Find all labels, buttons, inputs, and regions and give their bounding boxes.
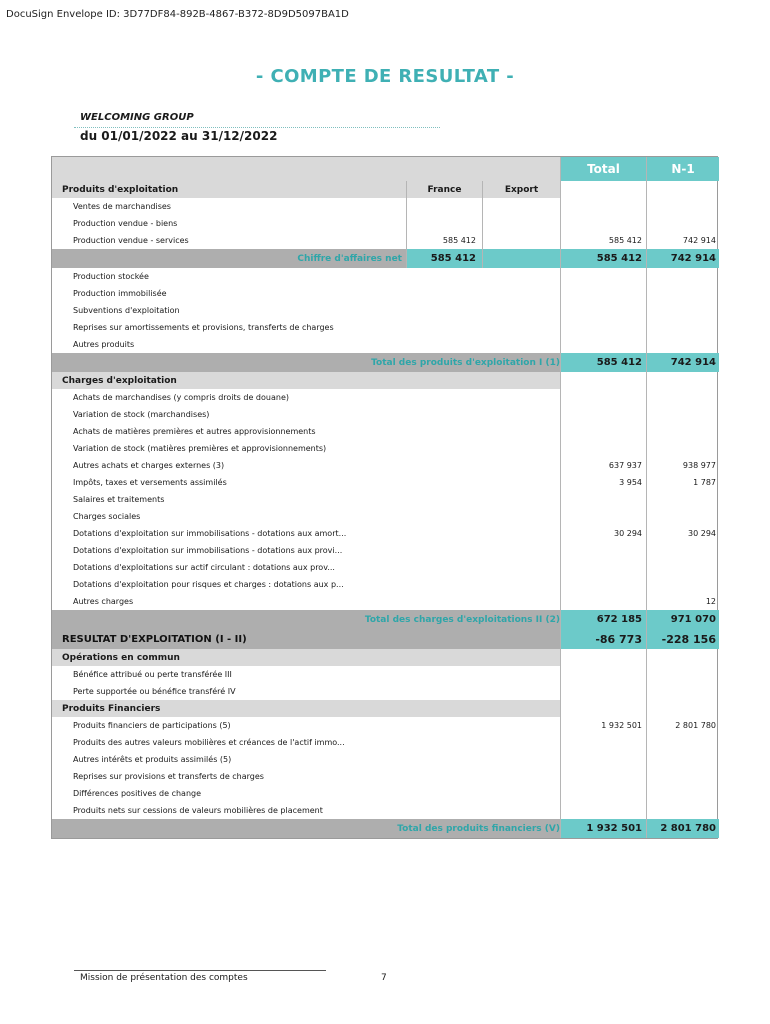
table-row <box>52 751 717 768</box>
table-row <box>52 683 717 700</box>
total-value: 637 937 <box>560 457 646 474</box>
total-value <box>560 302 646 319</box>
total-value <box>560 268 646 285</box>
total-value <box>560 285 646 302</box>
n1-value <box>646 389 719 406</box>
footer-text: Mission de présentation des comptes <box>80 973 248 983</box>
section-label: Produits d'exploitation <box>52 181 406 198</box>
table-row <box>52 508 717 525</box>
n1-value <box>646 440 719 457</box>
n1-value <box>646 734 719 751</box>
total-value: 585 412 <box>560 232 646 249</box>
section-label: Charges d'exploitation <box>52 372 560 389</box>
table-row <box>52 319 717 336</box>
n1-value: -228 156 <box>646 629 719 649</box>
row-label: Achats de matières premières et autres approvisionnements <box>73 427 316 436</box>
total-value: 1 932 501 <box>560 819 646 838</box>
table-row <box>52 232 717 249</box>
n1-value: 1 787 <box>646 474 719 491</box>
n1-value <box>646 785 719 802</box>
company-name: WELCOMING GROUP <box>80 112 194 123</box>
n1-value <box>646 215 719 232</box>
section-produits-exploitation <box>52 181 717 198</box>
total-value <box>560 785 646 802</box>
header-blank <box>52 157 560 181</box>
n1-value <box>646 802 719 819</box>
period: du 01/01/2022 au 31/12/2022 <box>80 129 278 143</box>
total-value <box>560 491 646 508</box>
table-row <box>52 559 717 576</box>
total-value: 30 294 <box>560 525 646 542</box>
row-label: Dotations d'exploitation pour risques et charges : dotations aux p... <box>73 580 344 589</box>
total-value: 585 412 <box>560 249 646 268</box>
title-divider <box>74 127 440 128</box>
n1-value <box>646 576 719 593</box>
row-label: Bénéfice attribué ou perte transférée III <box>73 670 232 679</box>
income-statement-table <box>51 156 718 839</box>
table-row <box>52 525 717 542</box>
n1-value: 742 914 <box>646 232 719 249</box>
n1-value: 2 801 780 <box>646 819 719 838</box>
table-row <box>52 457 717 474</box>
chiffre-affaires-row <box>52 249 717 268</box>
total-produits-financiers-row <box>52 819 717 838</box>
col-total-header: Total <box>560 157 646 181</box>
table-row <box>52 215 717 232</box>
row-label: Reprises sur provisions et transferts de charges <box>73 772 264 781</box>
envelope-id: DocuSign Envelope ID: 3D77DF84-892B-4867-B372-8D9D5097BA1D <box>6 9 349 20</box>
table-row <box>52 336 717 353</box>
france-value: 585 412 <box>406 249 482 268</box>
resultat-exploitation-row <box>52 629 717 649</box>
row-label: Production stockée <box>73 272 149 281</box>
row-label: Différences positives de change <box>73 789 202 798</box>
section-label: Produits Financiers <box>52 700 560 717</box>
row-label: Total des charges d'exploitations II (2) <box>52 610 560 629</box>
total-value <box>560 423 646 440</box>
n1-value <box>646 268 719 285</box>
table-row <box>52 491 717 508</box>
row-label: Achats de marchandises (y compris droits de douane) <box>73 393 289 402</box>
n1-value: 971 070 <box>646 610 719 629</box>
total-value <box>560 768 646 785</box>
row-label: Variation de stock (marchandises) <box>73 410 210 419</box>
table-row <box>52 198 717 215</box>
total-value <box>560 336 646 353</box>
n1-value <box>646 319 719 336</box>
total-value <box>560 751 646 768</box>
row-label: Impôts, taxes et versements assimilés <box>73 478 227 487</box>
n1-value <box>646 491 719 508</box>
n1-value <box>646 751 719 768</box>
total-value: 672 185 <box>560 610 646 629</box>
row-label: Autres charges <box>73 597 134 606</box>
n1-value <box>646 336 719 353</box>
n1-value <box>646 423 719 440</box>
row-label: Produits nets sur cessions de valeurs mobilières de placement <box>73 806 323 815</box>
row-label: Total des produits d'exploitation I (1) <box>52 353 560 372</box>
n1-value <box>646 542 719 559</box>
section-charges-exploitation <box>52 372 717 389</box>
n1-value: 938 977 <box>646 457 719 474</box>
table-row <box>52 440 717 457</box>
row-label: RESULTAT D'EXPLOITATION (I - II) <box>52 629 560 649</box>
col-n1-header: N-1 <box>646 157 719 181</box>
n1-value <box>646 666 719 683</box>
row-label: Variation de stock (matières premières et approvisionnements) <box>73 444 327 453</box>
total-value: 585 412 <box>560 353 646 372</box>
n1-value: 12 <box>646 593 719 610</box>
n1-value <box>646 406 719 423</box>
section-operations-commun <box>52 649 717 666</box>
n1-value <box>646 302 719 319</box>
col-france-header: France <box>406 181 482 198</box>
total-value <box>560 683 646 700</box>
section-produits-financiers <box>52 700 717 717</box>
total-value <box>560 666 646 683</box>
row-label: Dotations d'exploitations sur actif circulant : dotations aux prov... <box>73 563 335 572</box>
total-value <box>560 215 646 232</box>
n1-value: 742 914 <box>646 249 719 268</box>
row-label: Total des produits financiers (V) <box>52 819 560 838</box>
row-label: Production vendue - services <box>73 236 189 245</box>
table-row <box>52 389 717 406</box>
n1-value: 30 294 <box>646 525 719 542</box>
total-value <box>560 559 646 576</box>
table-row <box>52 593 717 610</box>
row-label: Ventes de marchandises <box>73 202 171 211</box>
n1-value: 742 914 <box>646 353 719 372</box>
n1-value <box>646 683 719 700</box>
total-value <box>560 734 646 751</box>
n1-value <box>646 768 719 785</box>
total-value <box>560 593 646 610</box>
n1-value <box>646 285 719 302</box>
row-label: Charges sociales <box>73 512 141 521</box>
table-row <box>52 474 717 491</box>
page-title: - COMPTE DE RESULTAT - <box>255 66 515 87</box>
table-row <box>52 576 717 593</box>
page-number: 7 <box>381 973 387 983</box>
total-produits-exploitation-row <box>52 353 717 372</box>
n1-value: 2 801 780 <box>646 717 719 734</box>
table-row <box>52 666 717 683</box>
row-label: Production immobilisée <box>73 289 167 298</box>
row-label: Perte supportée ou bénéfice transféré IV <box>73 687 236 696</box>
table-row <box>52 285 717 302</box>
total-value <box>560 542 646 559</box>
table-row <box>52 406 717 423</box>
row-label: Reprises sur amortissements et provisions, transferts de charges <box>73 323 334 332</box>
table-row <box>52 785 717 802</box>
row-label: Salaires et traitements <box>73 495 165 504</box>
row-label: Autres achats et charges externes (3) <box>73 461 225 470</box>
total-value: 1 932 501 <box>560 717 646 734</box>
total-value <box>560 389 646 406</box>
total-value: 3 954 <box>560 474 646 491</box>
footer-divider <box>74 970 326 971</box>
section-label: Opérations en commun <box>52 649 560 666</box>
row-label: Autres produits <box>73 340 135 349</box>
n1-value <box>646 508 719 525</box>
total-charges-exploitation-row <box>52 610 717 629</box>
total-value <box>560 198 646 215</box>
france-value <box>406 215 482 232</box>
row-label: Produits financiers de participations (5) <box>73 721 231 730</box>
row-label: Chiffre d'affaires net <box>52 249 406 268</box>
col-export-header: Export <box>482 181 560 198</box>
table-row <box>52 423 717 440</box>
table-row <box>52 768 717 785</box>
row-label: Dotations d'exploitation sur immobilisations - dotations aux provi... <box>73 546 343 555</box>
n1-value <box>646 559 719 576</box>
table-header-row <box>52 157 717 181</box>
total-value <box>560 440 646 457</box>
row-label: Dotations d'exploitation sur immobilisations - dotations aux amort... <box>73 529 347 538</box>
row-label: Production vendue - biens <box>73 219 178 228</box>
table-row <box>52 302 717 319</box>
total-value <box>560 508 646 525</box>
table-row <box>52 717 717 734</box>
table-row <box>52 268 717 285</box>
row-label: Produits des autres valeurs mobilières et créances de l'actif immo... <box>73 738 345 747</box>
total-value <box>560 802 646 819</box>
n1-value <box>646 198 719 215</box>
total-value <box>560 319 646 336</box>
france-value: 585 412 <box>406 232 482 249</box>
france-value <box>406 198 482 215</box>
row-label: Autres intérêts et produits assimilés (5) <box>73 755 232 764</box>
total-value <box>560 406 646 423</box>
table-row <box>52 542 717 559</box>
table-row <box>52 734 717 751</box>
table-row <box>52 802 717 819</box>
total-value: -86 773 <box>560 629 646 649</box>
row-label: Subventions d'exploitation <box>73 306 180 315</box>
total-value <box>560 576 646 593</box>
